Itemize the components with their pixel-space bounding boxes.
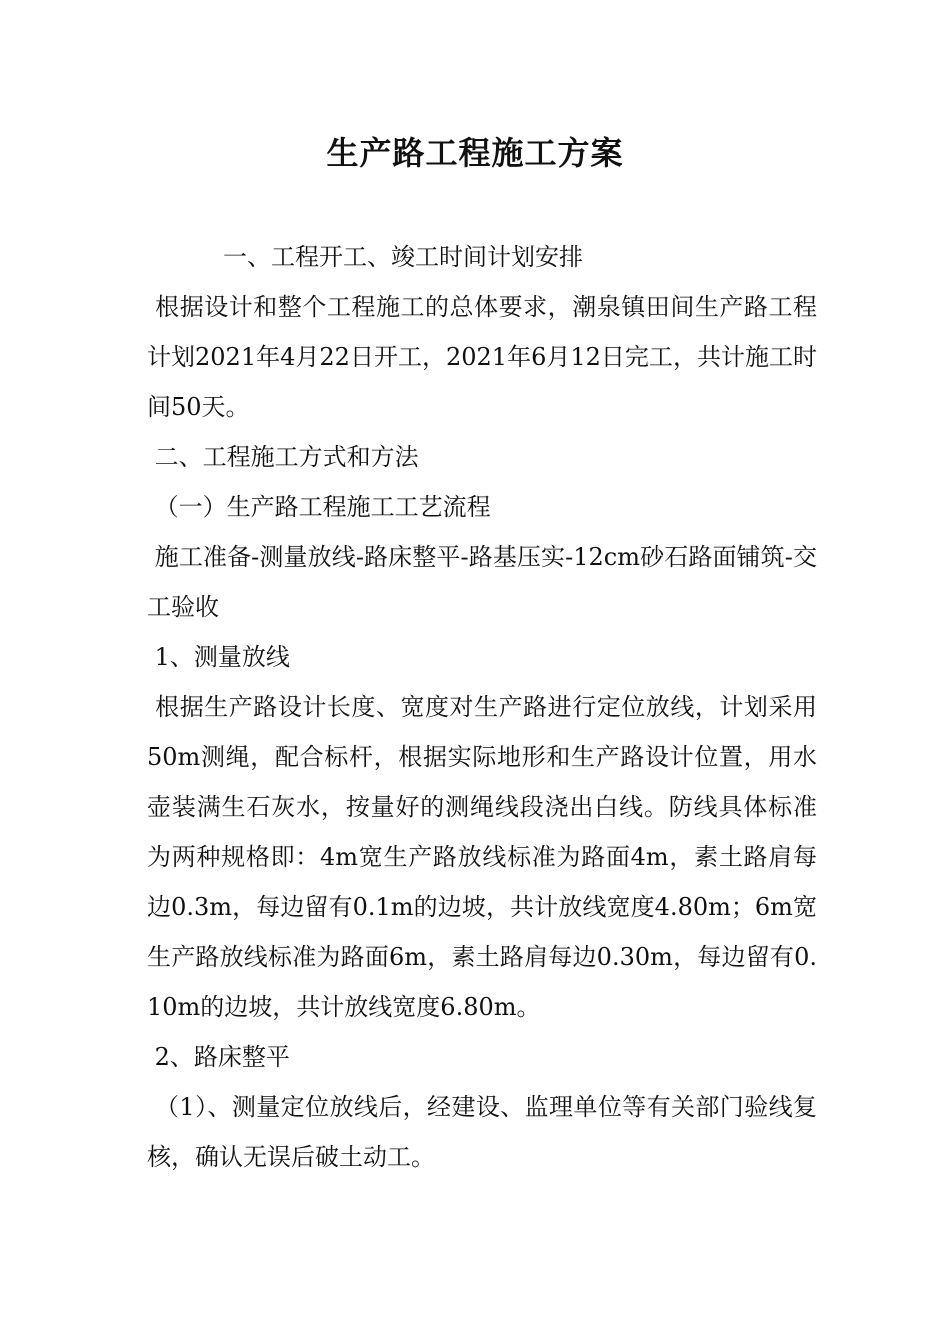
section-heading-methods: 二、工程施工方式和方法 (147, 443, 419, 471)
paragraph-schedule: 根据设计和整个工程施工的总体要求，潮泉镇田间生产路工程计划2021年4月22日开工，2021年6月12日完工，共计施工时间50天。 (147, 293, 817, 421)
paragraph-leveling-1: （1）、测量定位放线后，经建设、监理单位等有关部门验线复核，确认无误后破土动工。 (147, 1093, 817, 1171)
document-title: 生产路工程施工方案 (326, 134, 624, 172)
paragraph-survey: 根据生产路设计长度、宽度对生产路进行定位放线，计划采用50m测绳，配合标杆，根据实际地形和生产路设计位置，用水壶装满生石灰水，按量好的测绳线段浇出白线。防线具体标准为两种规格即：4m宽生产路放线标准为路面4m，素土路肩每边0.3m，每边留有0.1m的边坡，共计放线宽度4.80m；6m宽生产路放线标准为路面6m，素土路肩每边0.30m，每边留有0.10m的边坡，共计放线宽度6.80m。 (147, 693, 817, 1021)
section-heading-schedule: 一、工程开工、竣工时间计划安排 (223, 243, 583, 271)
item-heading-survey: 1、测量放线 (147, 643, 290, 671)
item-heading-leveling: 2、路床整平 (147, 1043, 290, 1071)
paragraph-process-flow: 施工准备-测量放线-路床整平-路基压实-12cm砂石路面铺筑-交工验收 (147, 543, 817, 621)
document-body (147, 232, 817, 1182)
subsection-heading-process: （一）生产路工程施工工艺流程 (147, 493, 491, 521)
